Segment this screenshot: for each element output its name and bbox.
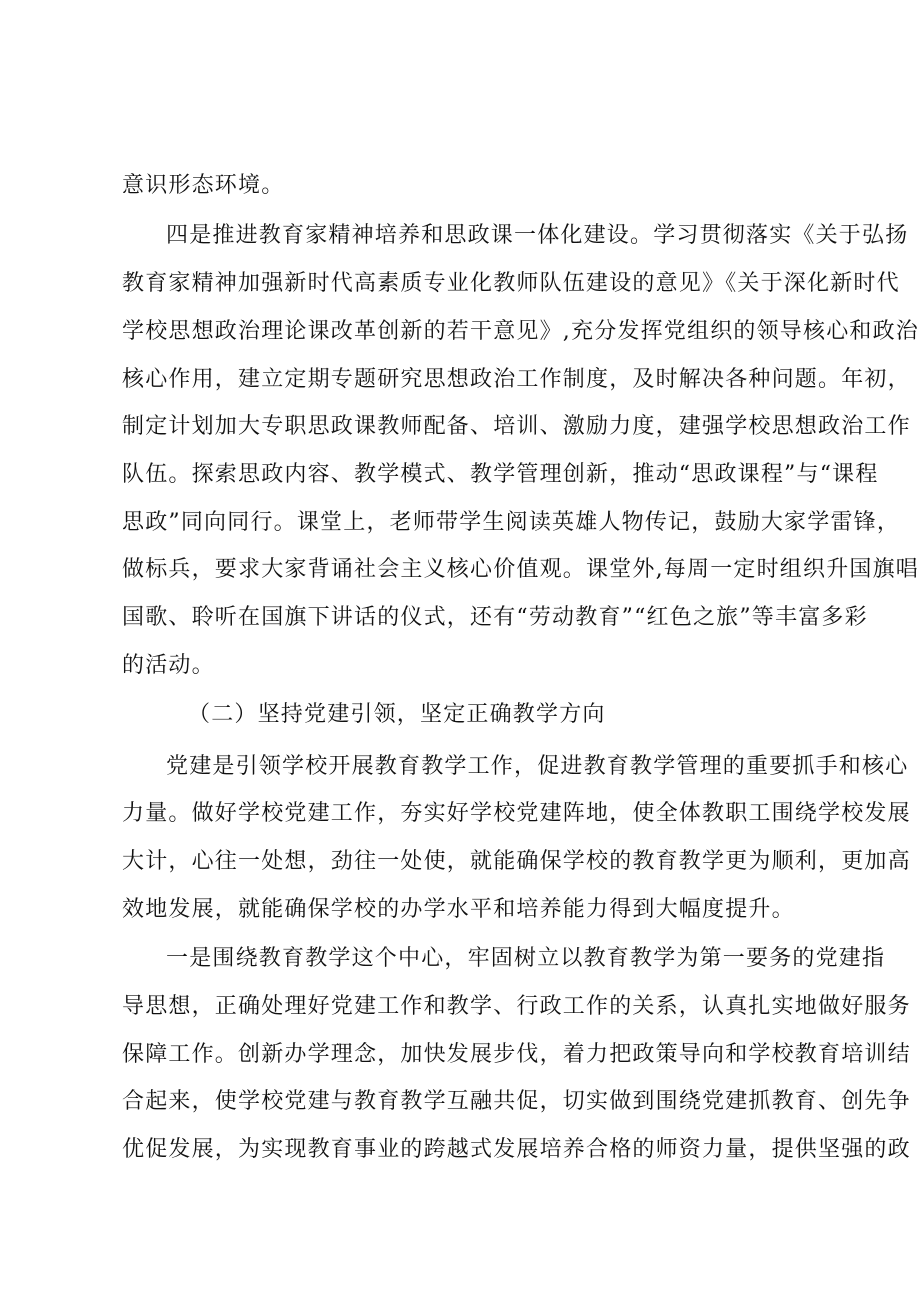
text-line: 导思想，正确处理好党建工作和教学、行政工作的关系，认真扎实地做好服务 [122, 994, 911, 1019]
section-heading: （二）坚持党建引领，坚定正确教学方向 [188, 702, 606, 727]
text-line: 做标兵，要求大家背诵社会主义核心价值观。课堂外,每周一定时组织升国旗唱 [122, 557, 919, 582]
text-line: 教育家精神加强新时代高素质专业化教师队伍建设的意见》《关于深化新时代 [122, 271, 900, 296]
text-line: 效地发展，就能确保学校的办学水平和培养能力得到大幅度提升。 [122, 897, 795, 922]
text-line: 国歌、聆听在国旗下讲话的仪式，还有“劳动教育”“红色之旅”等丰富多彩 [122, 605, 868, 630]
text-line: 学校思想政治理论课改革创新的若干意见》,充分发挥党组织的领导核心和政治 [122, 319, 919, 344]
text-line: 思政”同向同行。课堂上，老师带学生阅读英雄人物传记，鼓励大家学雷锋， [122, 510, 901, 535]
text-line: 力量。做好学校党建工作，夯实好学校党建阵地，使全体教职工围绕学校发展 [122, 801, 911, 826]
text-line: 保障工作。创新办学理念，加快发展步伐，着力把政策导向和学校教育培训结 [122, 1042, 911, 1067]
text-line: 意识形态环境。 [122, 173, 285, 198]
text-line: 核心作用，建立定期专题研究思想政治工作制度，及时解决各种问题。年初， [122, 367, 911, 392]
text-line: 制定计划加大专职思政课教师配备、培训、激励力度，建强学校思想政治工作 [122, 414, 911, 439]
text-line: 的活动。 [122, 653, 215, 678]
text-line: 大计，心往一处想，劲往一处使，就能确保学校的教育教学更为顺利，更加高 [122, 849, 911, 874]
paragraph-first-line: 一是围绕教育教学这个中心，牢固树立以教育教学为第一要务的党建指 [166, 946, 886, 971]
paragraph-first-line: 党建是引领学校开展教育教学工作，促进教育教学管理的重要抓手和核心 [166, 754, 909, 779]
text-line: 队伍。探索思政内容、教学模式、教学管理创新，推动“思政课程”与“课程 [122, 462, 879, 487]
text-line: 优促发展，为实现教育事业的跨越式发展培养合格的师资力量，提供坚强的政 [122, 1137, 911, 1162]
paragraph-first-line: 四是推进教育家精神培养和思政课一体化建设。学习贯彻落实《关于弘扬 [166, 223, 909, 248]
text-line: 合起来，使学校党建与教育教学互融共促，切实做到围绕党建抓教育、创先争 [122, 1089, 911, 1114]
